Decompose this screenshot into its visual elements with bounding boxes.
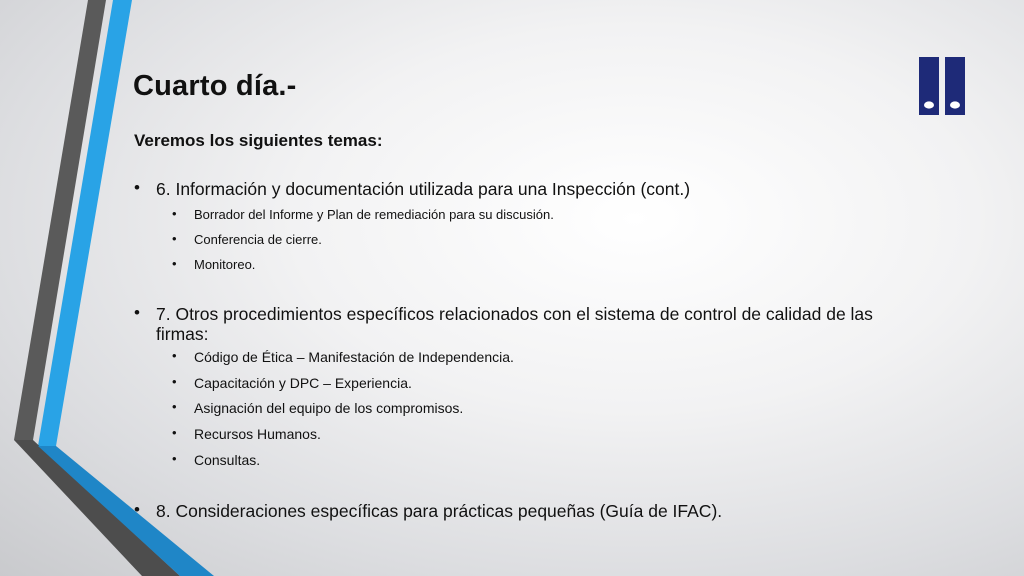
sub-bullet-text: Asignación del equipo de los compromisos.: [194, 400, 464, 416]
bullet-dot: •: [172, 425, 177, 440]
sub-bullet-text: Consultas.: [194, 452, 261, 468]
slide-subtitle: Veremos los siguientes temas:: [134, 131, 383, 150]
bullet-dot: •: [172, 348, 177, 363]
sub-bullet-text: Recursos Humanos.: [194, 426, 321, 442]
sub-bullet: [172, 374, 412, 392]
bullet-item-6: [134, 179, 924, 199]
sub-bullet-text: Código de Ética – Manifestación de Independencia.: [194, 349, 514, 365]
bullet-text: 6. Información y documentación utilizada para una Inspección (cont.): [156, 179, 691, 199]
sub-bullet: [172, 399, 463, 417]
slide-title: Cuarto día.-: [133, 70, 297, 102]
sub-bullet: [172, 256, 255, 274]
bullet-dot: •: [134, 178, 140, 197]
sub-bullet: [172, 231, 322, 249]
sub-bullet-text: Monitoreo.: [194, 257, 256, 272]
bullet-dot: •: [134, 500, 140, 519]
sub-bullet-text: Conferencia de cierre.: [194, 232, 322, 247]
bullet-dot: •: [172, 231, 177, 246]
sub-bullet: [172, 348, 514, 366]
bullet-dot: •: [172, 451, 177, 466]
sub-bullet: [172, 451, 260, 469]
bullet-dot: •: [172, 206, 177, 221]
bullet-dot: •: [172, 374, 177, 389]
sub-bullet-text: Borrador del Informe y Plan de remediación para su discusión.: [194, 207, 554, 222]
bullet-text: 8. Consideraciones específicas para prácticas pequeñas (Guía de IFAC).: [156, 501, 723, 521]
sub-bullet: [172, 206, 554, 224]
bullet-item-7: [134, 304, 924, 344]
bullet-dot: •: [172, 399, 177, 414]
sub-bullet: [172, 425, 321, 443]
bullet-text: 7. Otros procedimientos específicos relacionados con el sistema de control de calidad de las firmas:: [156, 304, 873, 344]
sub-bullet-text: Capacitación y DPC – Experiencia.: [194, 375, 412, 391]
bullet-item-8: [134, 501, 924, 521]
bullet-dot: •: [172, 256, 177, 271]
bullet-dot: •: [134, 303, 140, 322]
